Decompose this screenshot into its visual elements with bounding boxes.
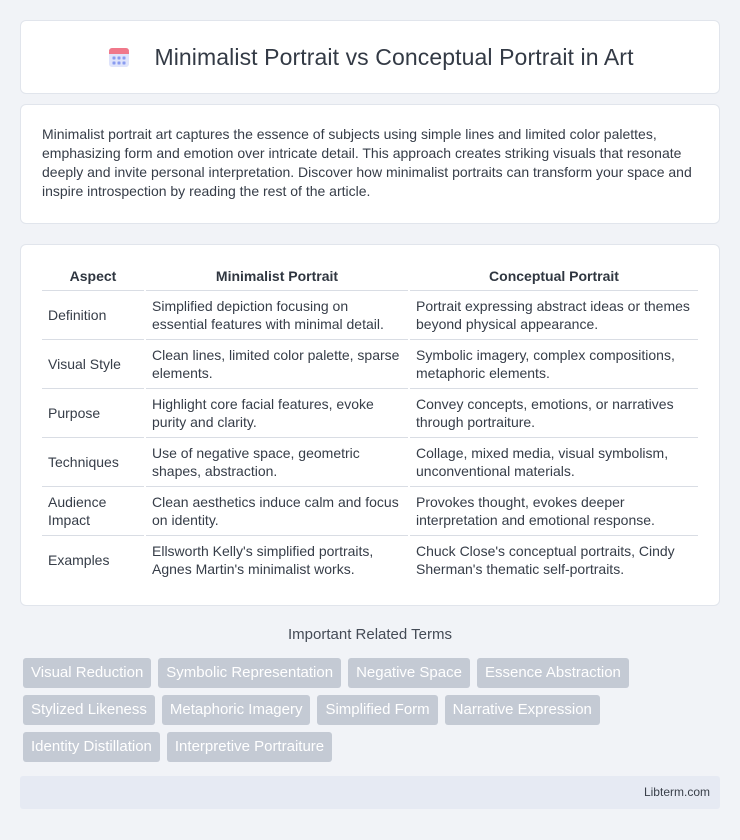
header-aspect: Aspect [42,263,145,290]
tag-negative-space[interactable]: Negative Space [348,658,470,688]
title-card [20,20,720,94]
table-row [42,388,698,437]
tag-row [23,732,723,762]
page-title: Minimalist Portrait vs Conceptual Portrait in Art [154,43,634,70]
footer-site-link[interactable]: Libterm.com [643,785,710,799]
header-conceptual: Conceptual Portrait [409,263,698,290]
tag-interpretive-portraiture[interactable]: Interpretive Portraiture [167,732,332,762]
tag-symbolic-representation[interactable]: Symbolic Representation [158,658,341,688]
row-aspect: Audience Impact [42,486,145,535]
row-aspect: Visual Style [42,339,145,388]
tag-narrative-expression[interactable]: Narrative Expression [445,695,600,725]
comparison-table-card [20,244,720,606]
row-conceptual: Convey concepts, emotions, or narratives through portraiture. [409,388,698,437]
table-row [42,437,698,486]
tag-row [23,658,723,688]
row-minimalist: Highlight core facial features, evoke purity and clarity. [145,388,409,437]
related-terms-tags [23,658,723,769]
tag-stylized-likeness[interactable]: Stylized Likeness [23,695,155,725]
tag-identity-distillation[interactable]: Identity Distillation [23,732,160,762]
table-row [42,290,698,339]
table-row [42,486,698,535]
tag-simplified-form[interactable]: Simplified Form [317,695,437,725]
row-aspect: Examples [48,551,110,568]
related-terms-title: Important Related Terms [288,626,452,643]
tag-essence-abstraction[interactable]: Essence Abstraction [477,658,629,688]
tag-metaphoric-imagery[interactable]: Metaphoric Imagery [162,695,311,725]
calendar-grid-icon [106,44,132,70]
tag-row [23,695,723,725]
row-aspect: Purpose [42,388,145,437]
row-conceptual: Symbolic imagery, complex compositions, metaphoric elements. [409,339,698,388]
intro-card [20,104,720,224]
row-minimalist: Ellsworth Kelly's simplified portraits, Agnes Martin's minimalist works. [145,535,409,584]
comparison-table [42,263,698,584]
table-row [42,339,698,388]
row-conceptual: Provokes thought, evokes deeper interpretation and emotional response. [409,486,698,535]
row-minimalist: Clean lines, limited color palette, sparse elements. [145,339,409,388]
intro-paragraph: Minimalist portrait art captures the essence of subjects using simple lines and limited color palettes, emphasizing form and emotion over intricate detail. This approach creates striking visuals that resonate deeply and invite personal interpretation. Discover how minimalist portraits can transform your space and inspire introspection by reading the rest of the article. [42,126,692,199]
row-minimalist: Use of negative space, geometric shapes, abstraction. [145,437,409,486]
header-minimalist: Minimalist Portrait [145,263,409,290]
footer [20,776,720,809]
table-row [42,535,698,584]
table-header-row [42,263,698,290]
row-aspect: Techniques [42,437,145,486]
row-minimalist: Simplified depiction focusing on essential features with minimal detail. [145,290,409,339]
row-conceptual: Chuck Close's conceptual portraits, Cindy Sherman's thematic self-portraits. [409,535,698,584]
row-conceptual: Portrait expressing abstract ideas or themes beyond physical appearance. [409,290,698,339]
tag-visual-reduction[interactable]: Visual Reduction [23,658,151,688]
row-conceptual: Collage, mixed media, visual symbolism, unconventional materials. [409,437,698,486]
row-aspect: Definition [42,290,145,339]
row-minimalist: Clean aesthetics induce calm and focus on identity. [145,486,409,535]
